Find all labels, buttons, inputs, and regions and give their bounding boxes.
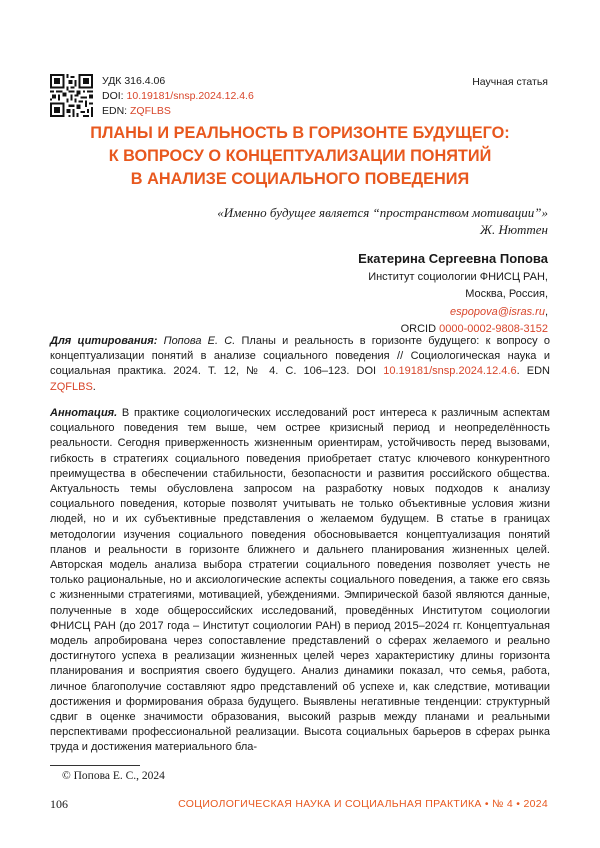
doi-link[interactable]: 10.19181/snsp.2024.12.4.6 — [126, 90, 254, 102]
author-orcid: ORCID 0000-0002-9808-3152 — [400, 323, 548, 335]
citation-doi-link[interactable]: 10.19181/snsp.2024.12.4.6 — [383, 365, 517, 378]
citation-text: Планы и реальность в горизонте будущего: к вопросу о концептуализации понятий в анализе социального поведения // Социологическая наука и социальная практика. 2024. Т. 12, № 4. С. 106–123. DOI — [50, 335, 550, 378]
edn-link[interactable]: ZQFLBS — [130, 105, 171, 117]
author-email[interactable]: espopova@isras.ru — [450, 305, 545, 318]
abstract-label: Аннотация. — [50, 407, 118, 419]
orcid-link[interactable]: 0000-0002-9808-3152 — [439, 323, 548, 335]
citation-block: Для цитирования: Попова Е. С. Планы и реальность в горизонте будущего: к вопросу о концептуализации понятий в анализе социального поведения // Социологическая наука и социальная практика. 2024. Т. 12, № 4. С. 106–123. DOI 10.19181/snsp.2024.12.4.6. EDN ZQFLBS. — [50, 335, 550, 393]
title-line: ПЛАНЫ И РЕАЛЬНОСТЬ В ГОРИЗОНТЕ БУДУЩЕГО: — [90, 124, 510, 142]
copyright-note: © Попова Е. С., 2024 — [62, 770, 165, 782]
abstract-block — [50, 406, 550, 756]
author-block: Екатерина Сергеевна Попова Институт социологии ФНИСЦ РАН, Москва, Россия, espopova@isras.ru, ORCID 0000-0002-9808-3152 — [358, 250, 548, 339]
epigraph-author: Ж. Нюттен — [480, 222, 548, 237]
doi-line: DOI: 10.19181/snsp.2024.12.4.6 — [102, 90, 254, 102]
epigraph — [217, 204, 548, 238]
udk-code: УДК 316.4.06 — [102, 75, 166, 87]
citation-authors: Попова Е. С. — [163, 335, 236, 347]
qr-code-icon — [50, 74, 93, 117]
footnote-divider — [50, 765, 140, 766]
citation-label: Для цитирования: — [50, 335, 158, 347]
author-city: Москва, Россия, — [465, 288, 548, 300]
page-number: 106 — [50, 797, 68, 811]
title-line: К ВОПРОСУ О КОНЦЕПТУАЛИЗАЦИИ ПОНЯТИЙ — [108, 147, 492, 165]
epigraph-quote: «Именно будущее является “пространством мотивации”» — [217, 205, 548, 220]
article-type: Научная статья — [472, 76, 548, 88]
author-name: Екатерина Сергеевна Попова — [358, 251, 548, 266]
article-meta — [102, 74, 254, 119]
journal-running-title: СОЦИОЛОГИЧЕСКАЯ НАУКА И СОЦИАЛЬНАЯ ПРАКТИКА • № 4 • 2024 — [178, 798, 548, 810]
article-title — [50, 122, 550, 191]
title-line: В АНАЛИЗЕ СОЦИАЛЬНОГО ПОВЕДЕНИЯ — [130, 170, 470, 188]
edn-line: EDN: ZQFLBS — [102, 105, 171, 117]
abstract-text: В практике социологических исследований рост интереса к различным аспектам социального поведения тем выше, чем острее кризисный период и неопределённость реальности. Сегодня приверженность жизненным ориентирам, устойчивость перед вызовами, гибкость в стратегиях социального поведения приобретает статус ключевого конкурентного преимущества в обеспечении стабильности, безопасности и развития российского общества. Актуальность темы обусловлена запросом на разработку новых подходов к анализу социального поведения, которые позволят учитывать не только объективные условия жизни людей, но и их субъективные представления о желаемом будущем. В статье в границах методологии изучения социального поведения обосновывается концептуализация понятий планов и реальности в горизонте ближнего и дальнего планирования жизненных целей. Авторская модель анализа выбора стратегии социального поведения позволяет учесть не только рациональные, но и аксиологические аспекты социального поведения, а также его связь с жизненными стратегиями, мотивацией, убеждениями. Эмпирической базой являются данные, полученные в ходе общероссийских исследований, проведённых Институтом социологии ФНИСЦ РАН (до 2017 года – Институт социологии РАН) в период 2015–2024 гг. Концептуальная модель апробирована через сопоставление представлений о сферах желаемого и реально достигнутого успеха в реализации жизненных целей через характеристику длины горизонта планирования и восприятия своего будущего. Анализ динамики показал, что семья, работа, личное благополучие составляют ядро представлений об успехе и, как следствие, мотивации достижения и формирования образа будущего. Выявлены негативные тенденции: структурный сдвиг в оценке значимости образования, высокий разрыв между планами и реальными перспективами профессиональной реализации. Высота социальных барьеров в сферах рынка труда и достижения материального бла- — [50, 407, 550, 754]
author-institution: Институт социологии ФНИСЦ РАН, — [368, 270, 548, 283]
citation-edn-link[interactable]: ZQFLBS — [50, 380, 93, 393]
